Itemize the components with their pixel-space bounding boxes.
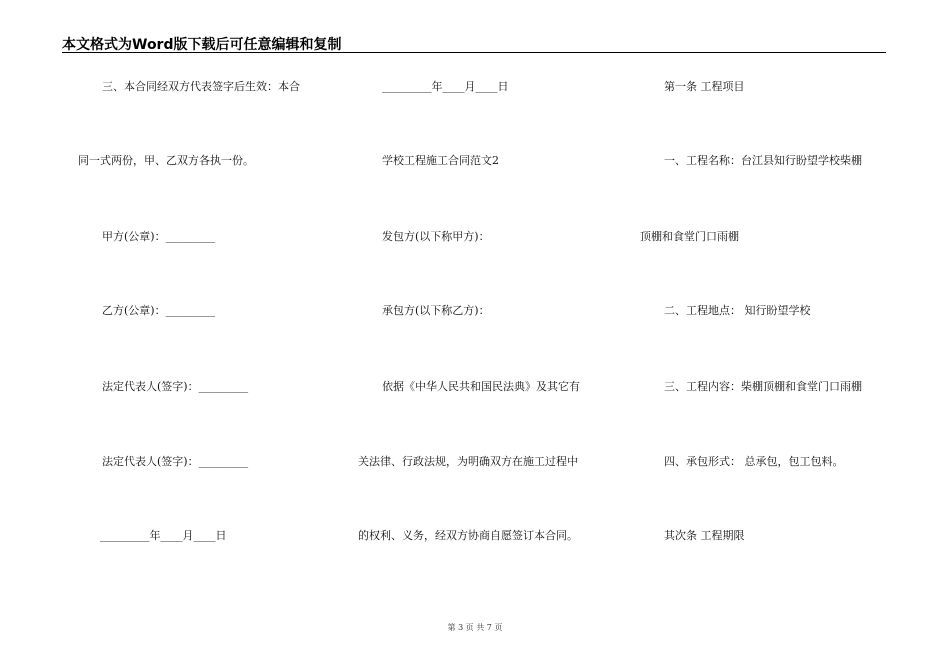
right-line-1: 第一条 工程项目 [664,80,745,93]
left-line-6: 法定代表人(签字)：_________ [102,455,249,468]
middle-line-5: 依据《中华人民共和国民法典》及其它有 [382,380,580,393]
left-line-7: _________年____月____日 [100,529,227,542]
middle-line-3: 发包方(以下称甲方)： [382,230,490,243]
header-divider [62,52,886,53]
right-line-3: 顶棚和食堂门口雨棚 [640,230,739,243]
right-line-7: 其次条 工程期限 [664,529,745,542]
middle-line-1: _________年____月____日 [382,80,509,93]
page-number-footer: 第 3 页 共 7 页 [447,623,503,632]
middle-line-2: 学校工程施工合同范文2 [382,154,499,167]
left-line-5: 法定代表人(签字)：_________ [102,380,249,393]
right-line-2: 一、工程名称：台江县知行盼望学校柴棚 [664,154,862,167]
middle-line-6: 关法律、行政法规，为明确双方在施工过程中 [358,455,578,468]
left-line-3: 甲方(公章)：_________ [102,230,216,243]
left-line-2: 同一式两份，甲、乙双方各执一份。 [78,154,254,167]
document-header-title: 本文格式为Word版下载后可任意编辑和复制 [62,37,342,53]
middle-line-4: 承包方(以下称乙方)： [382,304,490,317]
left-line-1: 三、本合同经双方代表签字后生效：本合 [102,80,300,93]
left-line-4: 乙方(公章)：_________ [102,304,216,317]
right-line-4: 二、工程地点： 知行盼望学校 [664,304,811,317]
right-line-6: 四、承包形式： 总承包，包工包料。 [664,455,844,468]
right-line-5: 三、工程内容：柴棚顶棚和食堂门口雨棚 [664,380,862,393]
middle-line-7: 的权利、义务，经双方协商自愿签订本合同。 [358,529,578,542]
